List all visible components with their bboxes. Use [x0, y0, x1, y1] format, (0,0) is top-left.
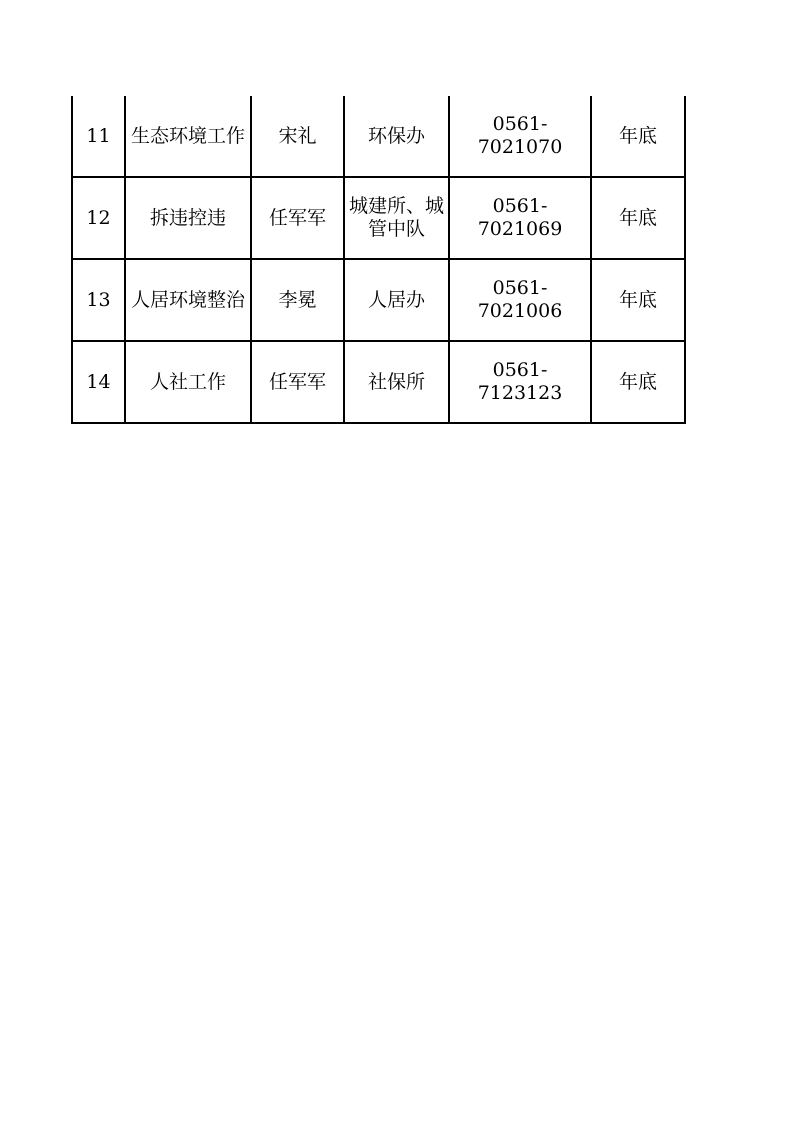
- task-name: 拆违控违: [125, 177, 251, 259]
- table-row: [72, 259, 685, 341]
- table-row: [72, 177, 685, 259]
- task-table: [71, 96, 686, 424]
- deadline: 年底: [591, 341, 685, 423]
- responsible-unit: 城建所、城管中队: [344, 177, 449, 259]
- row-number: 13: [72, 259, 125, 341]
- contact-phone: 0561-7021006: [449, 259, 591, 341]
- responsible-leader: 任军军: [251, 341, 344, 423]
- responsible-leader: 任军军: [251, 177, 344, 259]
- responsible-unit: 社保所: [344, 341, 449, 423]
- responsible-leader: 李冕: [251, 259, 344, 341]
- responsible-unit: 环保办: [344, 96, 449, 177]
- contact-phone: 0561-7021069: [449, 177, 591, 259]
- contact-phone: 0561-7021070: [449, 96, 591, 177]
- deadline: 年底: [591, 259, 685, 341]
- deadline: 年底: [591, 177, 685, 259]
- deadline: 年底: [591, 96, 685, 177]
- contact-phone: 0561-7123123: [449, 341, 591, 423]
- row-number: 12: [72, 177, 125, 259]
- task-name: 人社工作: [125, 341, 251, 423]
- row-number: 11: [72, 96, 125, 177]
- task-name: 人居环境整治: [125, 259, 251, 341]
- table-row: [72, 96, 685, 177]
- table-row: [72, 341, 685, 423]
- row-number: 14: [72, 341, 125, 423]
- task-name: 生态环境工作: [125, 96, 251, 177]
- responsible-leader: 宋礼: [251, 96, 344, 177]
- responsible-unit: 人居办: [344, 259, 449, 341]
